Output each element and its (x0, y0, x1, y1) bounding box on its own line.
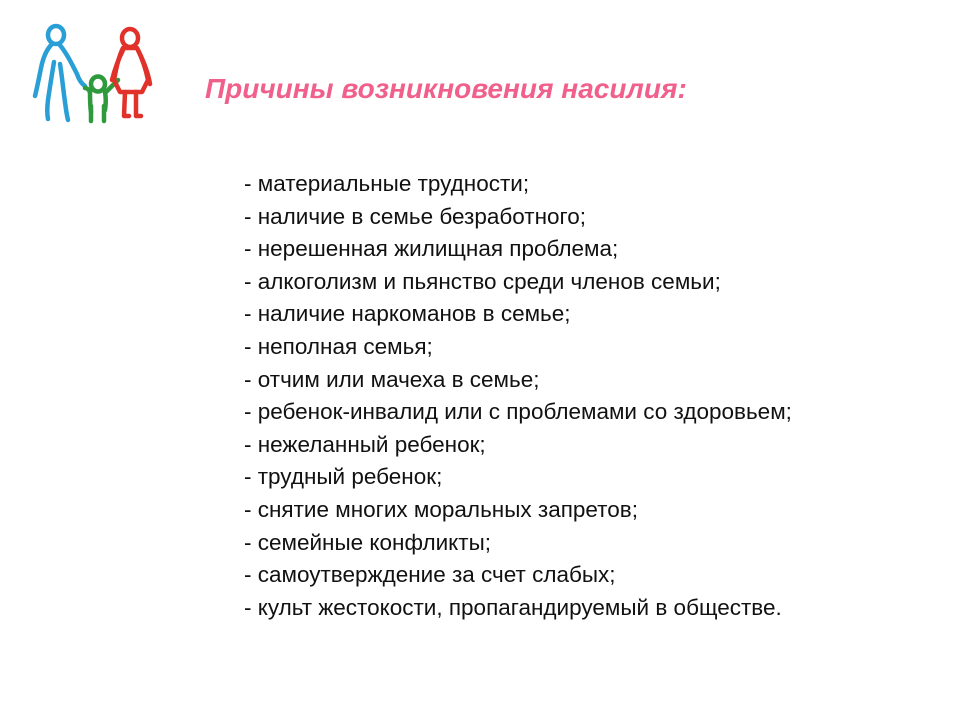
list-item: - нерешенная жилищная проблема; (244, 236, 619, 262)
list-item: - трудный ребенок; (244, 464, 443, 490)
parent-figure-blue (35, 26, 85, 120)
list-item: - снятие многих моральных запретов; (244, 496, 638, 522)
list-item: - семейные конфликты; (244, 529, 491, 555)
list-item: - самоутверждение за счет слабых; (244, 562, 616, 588)
list-item: - отчим или мачеха в семье; (244, 366, 540, 392)
list-item: - наличие наркоманов в семье; (244, 301, 571, 327)
slide-title: Причины возникновения насилия: (205, 73, 687, 104)
list-item: - культ жестокости, пропагандируемый в обществе. (244, 594, 782, 620)
parent-figure-red (112, 29, 150, 116)
list-item: - алкоголизм и пьянство среди членов семьи; (244, 268, 721, 294)
child-figure-green (85, 77, 118, 122)
list-item: - ребенок-инвалид или с проблемами со здоровьем; (244, 399, 792, 425)
list-item: - неполная семья; (244, 333, 433, 359)
reasons-list (244, 168, 792, 624)
list-item: - наличие в семье безработного; (244, 203, 586, 229)
family-icon (30, 22, 160, 127)
list-item: - материальные трудности; (244, 171, 530, 196)
list-item: - нежеланный ребенок; (244, 431, 486, 457)
